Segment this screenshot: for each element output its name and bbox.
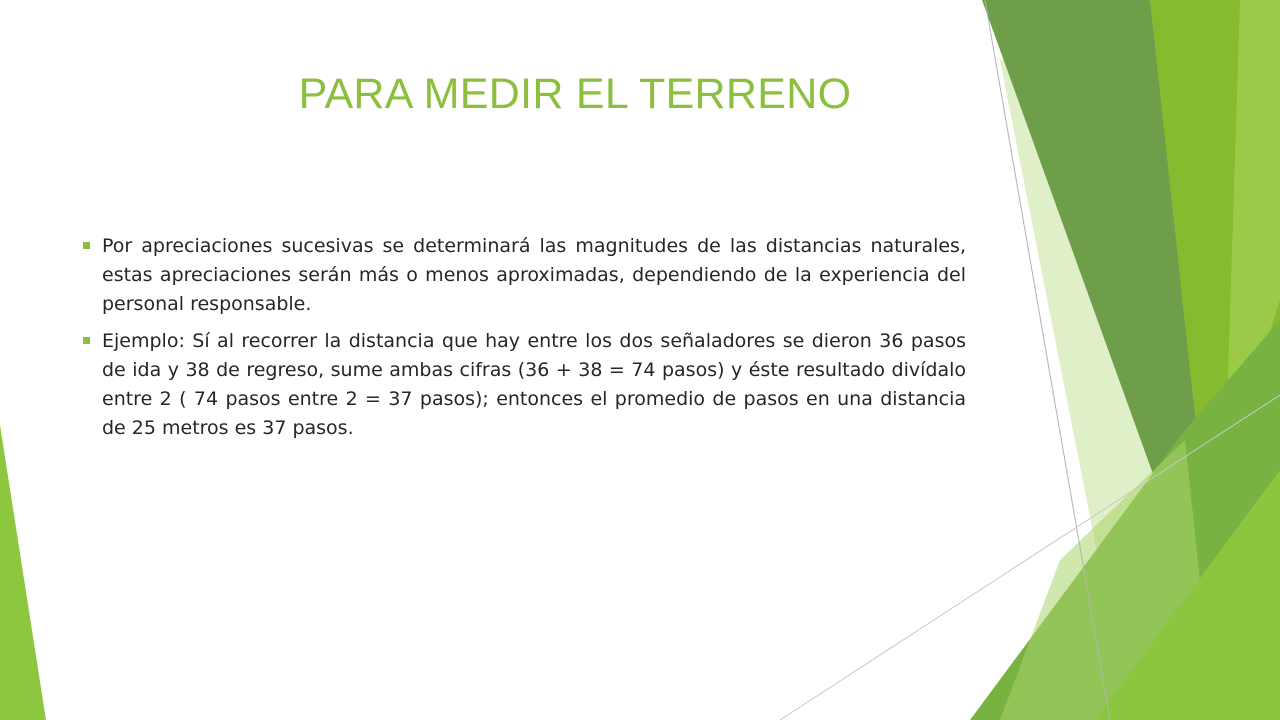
- bullet-text: Ejemplo: Sí al recorrer la distancia que hay entre los dos señaladores se dieron 36 pasos de ida y 38 de regreso, sume ambas cifras (36 + 38 = 74 pasos) y éste resultado divídalo entre 2 ( 74 pasos entre 2 = 37 pasos); entonces el promedio de pasos en una distancia de 25 metros es 37 pasos.: [102, 330, 966, 439]
- bullet-item: [80, 232, 966, 319]
- bullet-text: Por apreciaciones sucesivas se determinará las magnitudes de las distancias naturales, estas apreciaciones serán más o menos aproximadas, dependiendo de la experiencia del personal responsable.: [102, 235, 966, 315]
- square-bullet-icon: [83, 337, 90, 344]
- slide-body: [80, 232, 966, 451]
- square-bullet-icon: [83, 242, 90, 249]
- slide-title: PARA MEDIR EL TERRENO: [298, 70, 852, 118]
- bullet-item: [80, 327, 966, 443]
- left-edge-green-shape: [0, 425, 46, 720]
